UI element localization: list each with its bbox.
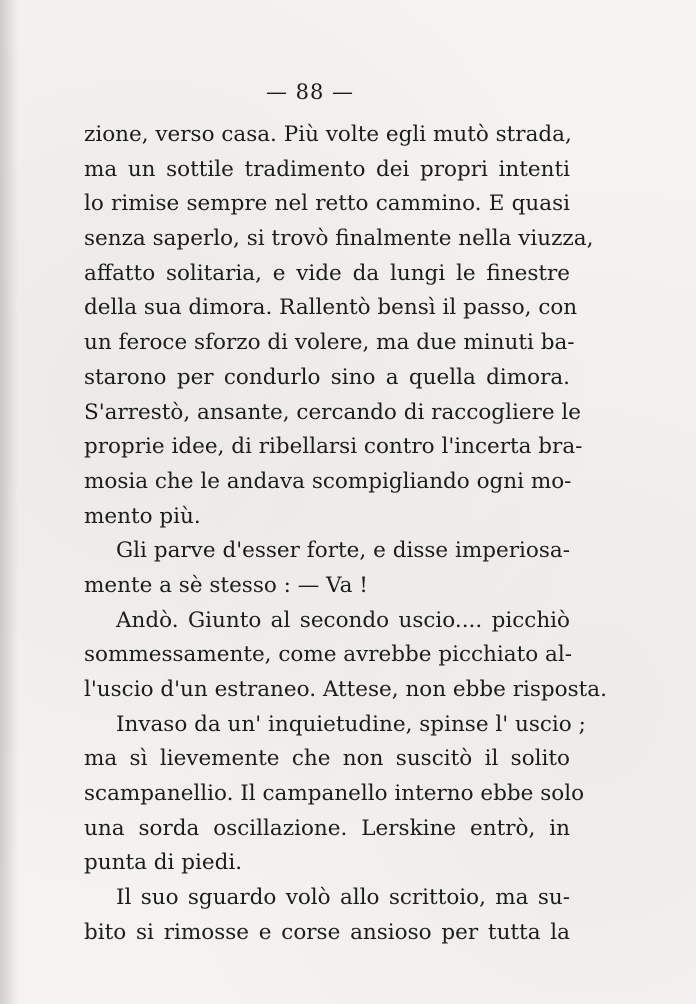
text-line: starono per condurlo sino a quella dimora. [84, 364, 570, 390]
text-line: S'arrestò, ansante, cercando di raccogliere le [84, 399, 581, 425]
text-line: mento più. [84, 503, 201, 529]
text-line: bito si rimosse e corse ansioso per tutta la [84, 919, 570, 945]
text-line: scampanellio. Il campanello interno ebbe solo [84, 781, 585, 807]
text-line: mosia che le andava scompigliando ogni mo- [84, 468, 572, 494]
text-line: un feroce sforzo di volere, ma due minuti ba- [84, 330, 575, 356]
text-line: proprie idee, di ribellarsi contro l'incerta bra- [84, 434, 583, 460]
text-line: una sorda oscillazione. Lerskine entrò, in [84, 815, 570, 841]
text-line: della sua dimora. Rallentò bensì il passo, con [84, 295, 578, 321]
text-line: affatto solitaria, e vide da lungi le finestre [84, 260, 570, 286]
text-line: ma un sottile tradimento dei propri intenti [84, 156, 570, 182]
text-line: zione, verso casa. Più volte egli mutò strada, [84, 122, 572, 147]
text-line: mente a sè stesso : — Va ! [84, 572, 368, 598]
text-line: ma sì lievemente che non suscitò il solito [84, 746, 570, 772]
text-line: punta di piedi. [84, 850, 243, 876]
text-line: Il suo sguardo volò allo scrittoio, ma su- [116, 885, 570, 911]
body-text [84, 118, 607, 951]
page-number: — 88 — [265, 80, 355, 104]
text-line: l'uscio d'un estraneo. Attese, non ebbe risposta. [84, 677, 607, 702]
text-line: senza saperlo, si trovò finalmente nella viuzza, [84, 226, 594, 252]
page-edge-shadow [0, 0, 18, 1004]
text-line: sommessamente, come avrebbe picchiato al- [84, 642, 572, 668]
text-line: Gli parve d'esser forte, e disse imperiosa- [116, 538, 570, 564]
text-line: lo rimise sempre nel retto cammino. E quasi [84, 191, 570, 217]
text-line: Andò. Giunto al secondo uscio.... picchiò [116, 607, 570, 633]
text-line: Invaso da un' inquietudine, spinse l' uscio ; [116, 711, 586, 737]
